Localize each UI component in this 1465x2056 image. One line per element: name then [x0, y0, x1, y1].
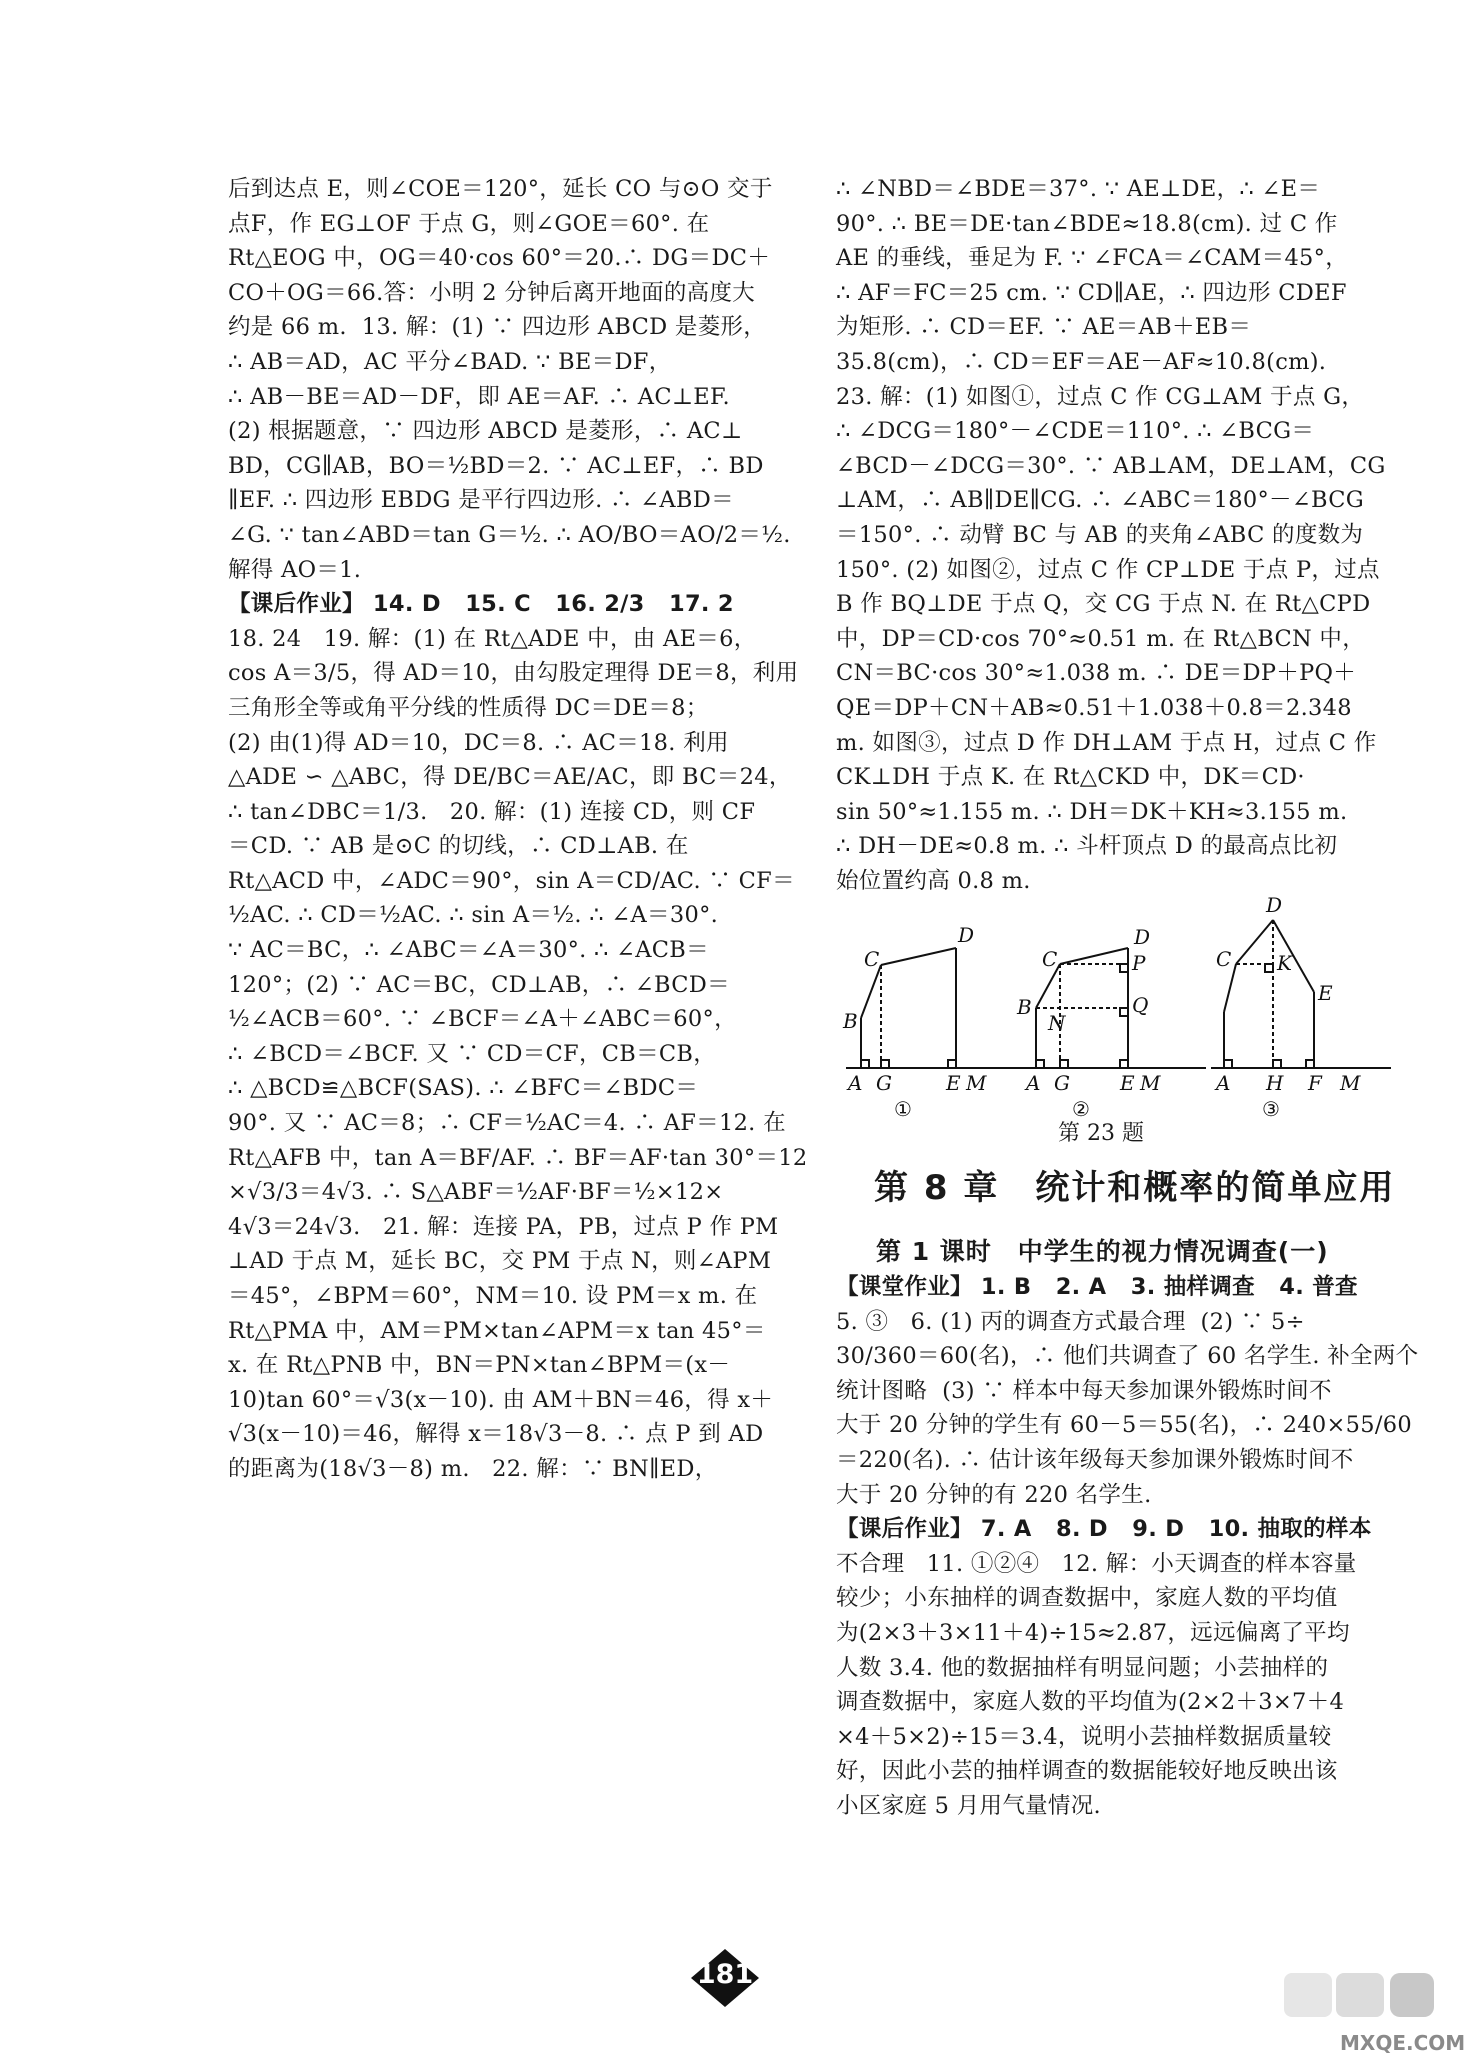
figure-caption: 第 23 题 [1058, 1121, 1144, 1146]
label-B: B [843, 1009, 858, 1033]
page-number: 181 [696, 1959, 754, 1990]
text-line: ＝220(名). ∴ 估计该年级每天参加课外锻炼时间不 [836, 1446, 1354, 1473]
text-line: 90°. ∴ BE＝DE·tan∠BDE≈18.8(cm). 过 C 作 [836, 210, 1338, 237]
text-line: cos A＝3/5，得 AD＝10，由勾股定理得 DE＝8，利用 [228, 660, 799, 687]
label-C: C [1216, 947, 1232, 971]
text-line: △ADE ∽ △ABC，得 DE/BC＝AE/AC，即 BC＝24， [228, 764, 792, 791]
text-line: 不合理 11. ①②④ 12. 解：小天调查的样本容量 [836, 1550, 1357, 1577]
text-line: 点F，作 EG⊥OF 于点 G，则∠GOE＝60°. 在 [228, 210, 710, 237]
right-answer-column [836, 172, 1388, 898]
text-line: 为矩形. ∴ CD＝EF. ∵ AE＝AB＋EB＝ [836, 314, 1252, 341]
text-line: Rt△EOG 中，OG＝40·cos 60°＝20.∴ DG＝DC＋ [228, 245, 771, 272]
figure-number: ② [1072, 1097, 1090, 1121]
watermark-logo [1240, 1965, 1465, 2055]
problem-23-figures [836, 890, 1396, 1124]
text-line: ∴ DH－DE≈0.8 m. ∴ 斗杆顶点 D 的最高点比初 [836, 833, 1338, 860]
figure-3 [1211, 920, 1391, 1068]
label-G: G [876, 1071, 892, 1095]
text-line: 90°. 又 ∵ AC＝8；∴ CF＝½AC＝4. ∴ AF＝12. 在 [228, 1110, 786, 1137]
figure-number: ① [894, 1097, 912, 1121]
text-line: (2) 根据题意，∵ 四边形 ABCD 是菱形，∴ AC⊥ [228, 418, 743, 445]
label-D: D [1134, 925, 1151, 949]
text-line: ∠BCD－∠DCG＝30°. ∵ AB⊥AM，DE⊥AM，CG [836, 452, 1386, 479]
text-line: 5. ③ 6. (1) 丙的调查方式最合理 (2) ∵ 5÷ [836, 1308, 1305, 1335]
label-Q: Q [1132, 993, 1149, 1017]
text-line: AE 的垂线，垂足为 F. ∵ ∠FCA＝∠CAM＝45°， [836, 245, 1349, 272]
label-B: B [1017, 995, 1032, 1019]
text-line: ∴ tan∠DBC＝1/3. 20. 解：(1) 连接 CD，则 CF [228, 798, 756, 825]
text-line: Rt△ACD 中，∠ADC＝90°，sin A＝CD/AC. ∵ CF＝ [228, 867, 795, 894]
text-line: (2) 由(1)得 AD＝10，DC＝8. ∴ AC＝18. 利用 [228, 729, 729, 756]
chapter-title: 第 8 章 统计和概率的简单应用 [874, 1168, 1396, 1208]
text-line: ∴ AF＝FC＝25 cm. ∵ CD∥AE，∴ 四边形 CDEF [836, 279, 1347, 306]
text-line: ∴ AB＝AD，AC 平分∠BAD. ∵ BE＝DF， [228, 348, 672, 375]
text-line: 4√3＝24√3. 21. 解：连接 PA，PB，过点 P 作 PM [228, 1213, 779, 1240]
text-line: 始位置约高 0.8 m. [836, 867, 1031, 894]
text-line: 18. 24 19. 解：(1) 在 Rt△ADE 中，由 AE＝6， [228, 625, 757, 652]
text-line: ½AC. ∴ CD＝½AC. ∴ sin A＝½. ∴ ∠A＝30°. [228, 902, 719, 929]
text-line: 10)tan 60°＝√3(x－10). 由 AM＋BN＝46，得 x＋ [228, 1386, 774, 1413]
text-line: ＝CD. ∵ AB 是⊙C 的切线，∴ CD⊥AB. 在 [228, 833, 689, 860]
text-line: 约是 66 m. 13. 解：(1) ∵ 四边形 ABCD 是菱形， [228, 314, 767, 341]
text-line: 三角形全等或角平分线的性质得 DC＝DE＝8； [228, 694, 709, 721]
text-line: 大于 20 分钟的有 220 名学生. [836, 1481, 1152, 1508]
text-line: QE＝DP＋CN＋AB≈0.51＋1.038＋0.8＝2.348 [836, 694, 1352, 721]
figure-number: ③ [1262, 1097, 1280, 1121]
label-P: P [1132, 951, 1146, 975]
text-line: 解得 AO＝1. [228, 556, 362, 583]
label-A: A [1216, 1071, 1231, 1095]
text-line: √3(x－10)＝46，解得 x＝18√3－8. ∴ 点 P 到 AD [228, 1421, 764, 1448]
text-line: ½∠ACB＝60°. ∵ ∠BCF＝∠A＋∠ABC＝60°， [228, 1006, 737, 1033]
text-line: 统计图略 (3) ∵ 样本中每天参加课外锻炼时间不 [836, 1377, 1332, 1404]
label-A: A [848, 1071, 863, 1095]
text-line: 小区家庭 5 月用气量情况. [836, 1792, 1101, 1819]
text-line: CN＝BC·cos 30°≈1.038 m. ∴ DE＝DP＋PQ＋ [836, 660, 1357, 687]
watermark-icon [1240, 1965, 1440, 2035]
text-line: 30/360＝60(名)，∴ 他们共调查了 60 名学生. 补全两个 [836, 1343, 1419, 1370]
label-H: H [1266, 1071, 1284, 1095]
text-line: ∵ AC＝BC，∴ ∠ABC＝∠A＝30°. ∴ ∠ACB＝ [228, 937, 709, 964]
text-line: CO＋OG＝66.答：小明 2 分钟后离开地面的高度大 [228, 279, 756, 306]
label-M: M [1340, 1071, 1361, 1095]
text-line: BD，CG∥AB，BO＝½BD＝2. ∵ AC⊥EF，∴ BD [228, 452, 764, 479]
text-line: ＝150°. ∴ 动臂 BC 与 AB 的夹角∠ABC 的度数为 [836, 521, 1364, 548]
lesson-title: 第 1 课时 中学生的视力情况调查(一) [876, 1237, 1329, 1266]
homework-section-line: 【课后作业】 14. D 15. C 16. 2/3 17. 2 [228, 591, 734, 618]
left-answer-column [228, 172, 828, 1487]
label-A: A [1026, 1071, 1041, 1095]
chapter-8-answers [836, 1270, 1419, 1824]
text-line: ∴ ∠NBD＝∠BDE＝37°. ∵ AE⊥DE，∴ ∠E＝ [836, 176, 1321, 202]
label-G: G [1054, 1071, 1070, 1095]
text-line: Rt△AFB 中，tan A＝BF/AF. ∴ BF＝AF·tan 30°＝12 [228, 1144, 808, 1171]
label-E: E [1318, 981, 1333, 1005]
label-N: N [1048, 1011, 1066, 1035]
label-K: K [1277, 951, 1292, 975]
classwork-section-line: 【课堂作业】 1. B 2. A 3. 抽样调查 4. 普查 [836, 1274, 1358, 1300]
watermark-text: MXQE.COM [1340, 2031, 1465, 2055]
text-line: 人数 3.4. 他的数据抽样有明显问题；小芸抽样的 [836, 1654, 1329, 1681]
text-line: ×4＋5×2)÷15＝3.4，说明小芸抽样数据质量较 [836, 1723, 1332, 1750]
label-E: E [1120, 1071, 1135, 1095]
label-D: D [958, 923, 975, 947]
label-M: M [1140, 1071, 1161, 1095]
text-line: 较少；小东抽样的调查数据中，家庭人数的平均值 [836, 1585, 1338, 1612]
label-F: F [1308, 1071, 1322, 1095]
text-line: 的距离为(18√3－8) m. 22. 解：∵ BN∥ED， [228, 1455, 718, 1482]
text-line: x. 在 Rt△PNB 中，BN＝PN×tan∠BPM＝(x－ [228, 1352, 731, 1379]
label-M: M [966, 1071, 987, 1095]
text-line: 为(2×3＋3×11＋4)÷15≈2.87，远远偏离了平均 [836, 1619, 1350, 1646]
text-line: 调查数据中，家庭人数的平均值为(2×2＋3×7＋4 [836, 1689, 1345, 1716]
text-line: 120°；(2) ∵ AC＝BC，CD⊥AB，∴ ∠BCD＝ [228, 971, 730, 998]
text-line: ∴ ∠DCG＝180°－∠CDE＝110°. ∴ ∠BCG＝ [836, 418, 1315, 445]
text-line: 后到达点 E，则∠COE＝120°，延长 CO 与⊙O 交于 [228, 176, 773, 202]
text-line: ∴ △BCD≌△BCF(SAS). ∴ ∠BFC＝∠BDC＝ [228, 1075, 699, 1102]
text-line: ∥EF. ∴ 四边形 EBDG 是平行四边形. ∴ ∠ABD＝ [228, 487, 734, 514]
text-line: 35.8(cm)，∴ CD＝EF＝AE－AF≈10.8(cm). [836, 348, 1327, 375]
homework-section-line: 【课后作业】 7. A 8. D 9. D 10. 抽取的样本 [836, 1516, 1372, 1543]
text-line: ⊥AM，∴ AB∥DE∥CG. ∴ ∠ABC＝180°－∠BCG [836, 487, 1365, 514]
text-line: ∴ AB－BE＝AD－DF，即 AE＝AF. ∴ AC⊥EF. [228, 383, 730, 410]
text-line: CK⊥DH 于点 K. 在 Rt△CKD 中，DK＝CD· [836, 764, 1305, 791]
text-line: B 作 BQ⊥DE 于点 Q，交 CG 于点 N. 在 Rt△CPD [836, 591, 1371, 618]
text-line: ＝45°，∠BPM＝60°，NM＝10. 设 PM＝x m. 在 [228, 1283, 758, 1309]
text-line: Rt△PMA 中，AM＝PM×tan∠APM＝x tan 45°＝ [228, 1317, 766, 1344]
label-E: E [946, 1071, 961, 1095]
text-line: ∴ ∠BCD＝∠BCF. 又 ∵ CD＝CF，CB＝CB， [228, 1040, 717, 1067]
text-line: 中，DP＝CD·cos 70°≈0.51 m. 在 Rt△BCN 中， [836, 625, 1365, 652]
label-D: D [1266, 893, 1283, 917]
text-line: 23. 解：(1) 如图①，过点 C 作 CG⊥AM 于点 G， [836, 383, 1365, 410]
label-C: C [1042, 947, 1058, 971]
text-line: ∠G. ∵ tan∠ABD＝tan G＝½. ∴ AO/BO＝AO/2＝½. [228, 521, 791, 548]
text-line: 大于 20 分钟的学生有 60－5＝55(名)，∴ 240×55/60 [836, 1412, 1413, 1439]
label-C: C [864, 947, 880, 971]
text-line: ×√3/3＝4√3. ∴ S△ABF＝½AF·BF＝½×12× [228, 1179, 724, 1206]
text-line: 150°. (2) 如图②，过点 C 作 CP⊥DE 于点 P，过点 [836, 556, 1380, 583]
page-number-badge [689, 1947, 761, 2009]
text-line: ⊥AD 于点 M，延长 BC，交 PM 于点 N，则∠APM [228, 1248, 772, 1275]
text-line: sin 50°≈1.155 m. ∴ DH＝DK＋KH≈3.155 m. [836, 798, 1348, 825]
text-line: m. 如图③，过点 D 作 DH⊥AM 于点 H，过点 C 作 [836, 729, 1377, 756]
geometry-diagrams [836, 890, 1396, 1120]
text-line: 好，因此小芸的抽样调查的数据能较好地反映出该 [836, 1758, 1338, 1785]
